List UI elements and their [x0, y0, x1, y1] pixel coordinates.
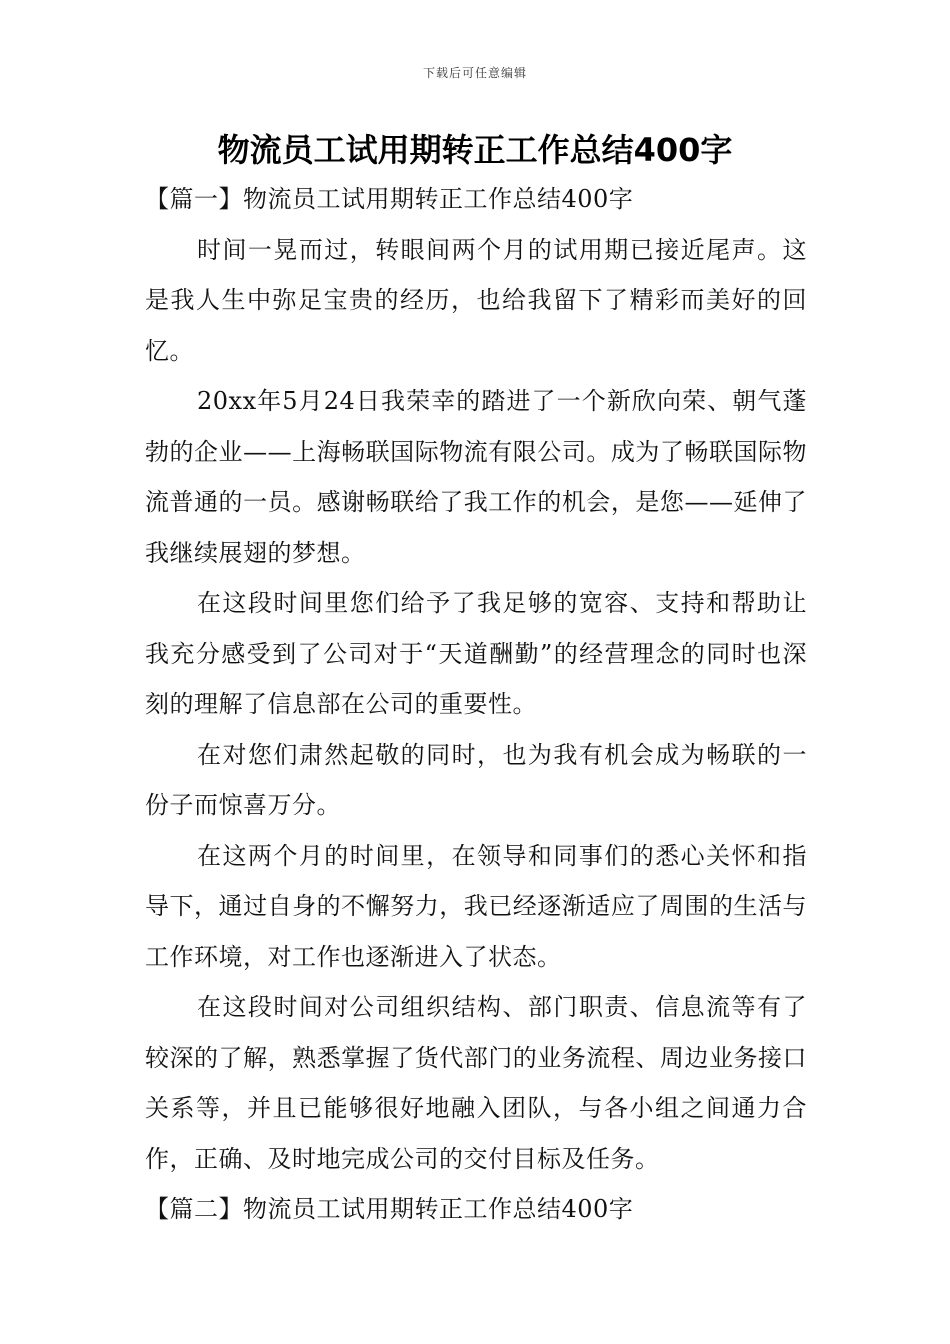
- section-heading-2: 【篇二】物流员工试用期转正工作总结400字: [145, 1195, 634, 1223]
- paragraph-2: 20xx年5月24日我荣幸的踏进了一个新欣向荣、朝气蓬勃的企业——上海畅联国际物流有限公司。成为了畅联国际物流普通的一员。感谢畅联给了我工作的机会，是您——延伸了我继续展翅的梦想。: [145, 387, 807, 567]
- document-body: [145, 174, 807, 1235]
- document-title: 物流员工试用期转正工作总结400字: [217, 131, 733, 169]
- paragraph-3: 在这段时间里您们给予了我足够的宽容、支持和帮助让我充分感受到了公司对于“天道酬勤”的经营理念的同时也深刻的理解了信息部在公司的重要性。: [145, 589, 807, 718]
- paragraph-5: 在这两个月的时间里，在领导和同事们的悉心关怀和指导下，通过自身的不懈努力，我已经逐渐适应了周围的生活与工作环境，对工作也逐渐进入了状态。: [145, 841, 807, 971]
- paragraph-4: 在对您们肃然起敬的同时，也为我有机会成为畅联的一份子而惊喜万分。: [145, 740, 807, 819]
- section-heading-1: 【篇一】物流员工试用期转正工作总结400字: [145, 185, 634, 213]
- paragraph-6: 在这段时间对公司组织结构、部门职责、信息流等有了较深的了解，熟悉掌握了货代部门的业务流程、周边业务接口关系等，并且已能够很好地融入团队，与各小组之间通力合作，正确、及时地完成公司的交付目标及任务。: [145, 993, 807, 1173]
- header-note: 下载后可任意编辑: [422, 66, 527, 80]
- paragraph-1: 时间一晃而过，转眼间两个月的试用期已接近尾声。这是我人生中弥足宝贵的经历，也给我留下了精彩而美好的回忆。: [145, 235, 807, 365]
